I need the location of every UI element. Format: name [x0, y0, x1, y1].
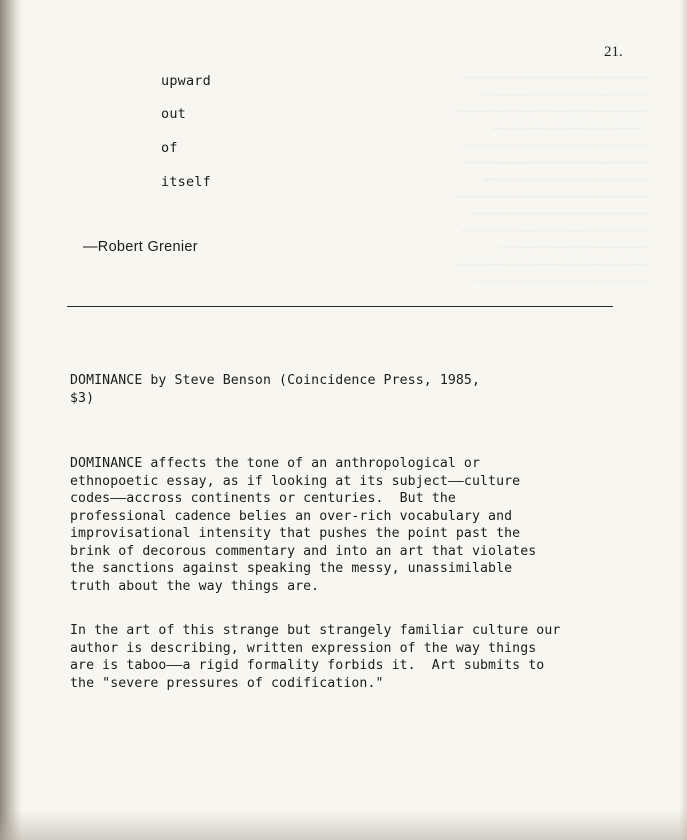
page-number: 21.	[604, 44, 623, 60]
page-bottom-shadow	[0, 810, 687, 840]
page-edge	[679, 0, 687, 840]
show-through-texture: ~~~~~~~~~~~~~~~~~~~~~~~~~ ~~~~~~~~~~~~~~~~~~~~~~ ~~~~~~~~~~~~~~~~~~~~~~~~~~ ~~~~~~~~~~~~~~~~~~~~ ~~~~~~~~~~~~~~~~~~~~~~~~~ ~~~~~~~~~~~~~~~~~~~~~~~~ ~~~~~~~~~~~~~~~~~~~~~~ ~~~~~~~~~~~~~~~~~~~~~~~~~~ ~~~~~~~~~~~~~~~~~~~~~~~ ~~~~~~~~~~~~~~~~~~~~~~~~~ ~~~~~~~~~~~~~~~~~~~~ ~~~~~~~~~~~~~~~~~~~~~~~~~ ~~~~~~~~~~~~~~~~~~~~~~~	[453, 71, 650, 290]
book-spine-shadow	[0, 0, 22, 840]
poem-line: itself	[161, 174, 211, 190]
poem-line: upward	[161, 73, 211, 89]
section-divider	[67, 306, 613, 307]
poem-line: out	[161, 106, 186, 122]
poem-line: of	[161, 140, 178, 156]
poem-attribution: —Robert Grenier	[83, 239, 198, 255]
review-paragraph: DOMINANCE affects the tone of an anthropological or ethnopoetic essay, as if looking at its subject——culture codes——accross continents or centuries. But the professional cadence belies an over-rich vocabulary and improvisational intensity that pushes the point past the brink of decorous commentary and into an art that violates the sanctions against speaking the messy, unassimilable truth about the way things are.	[70, 456, 537, 594]
review-heading: DOMINANCE by Steve Benson (Coincidence Press, 1985, $3)	[70, 373, 481, 406]
review-paragraph: In the art of this strange but strangely familiar culture our author is describing, written expression of the way things are is taboo——a rigid formality forbids it. Art submits to the "severe pressures of codification."	[70, 623, 561, 691]
